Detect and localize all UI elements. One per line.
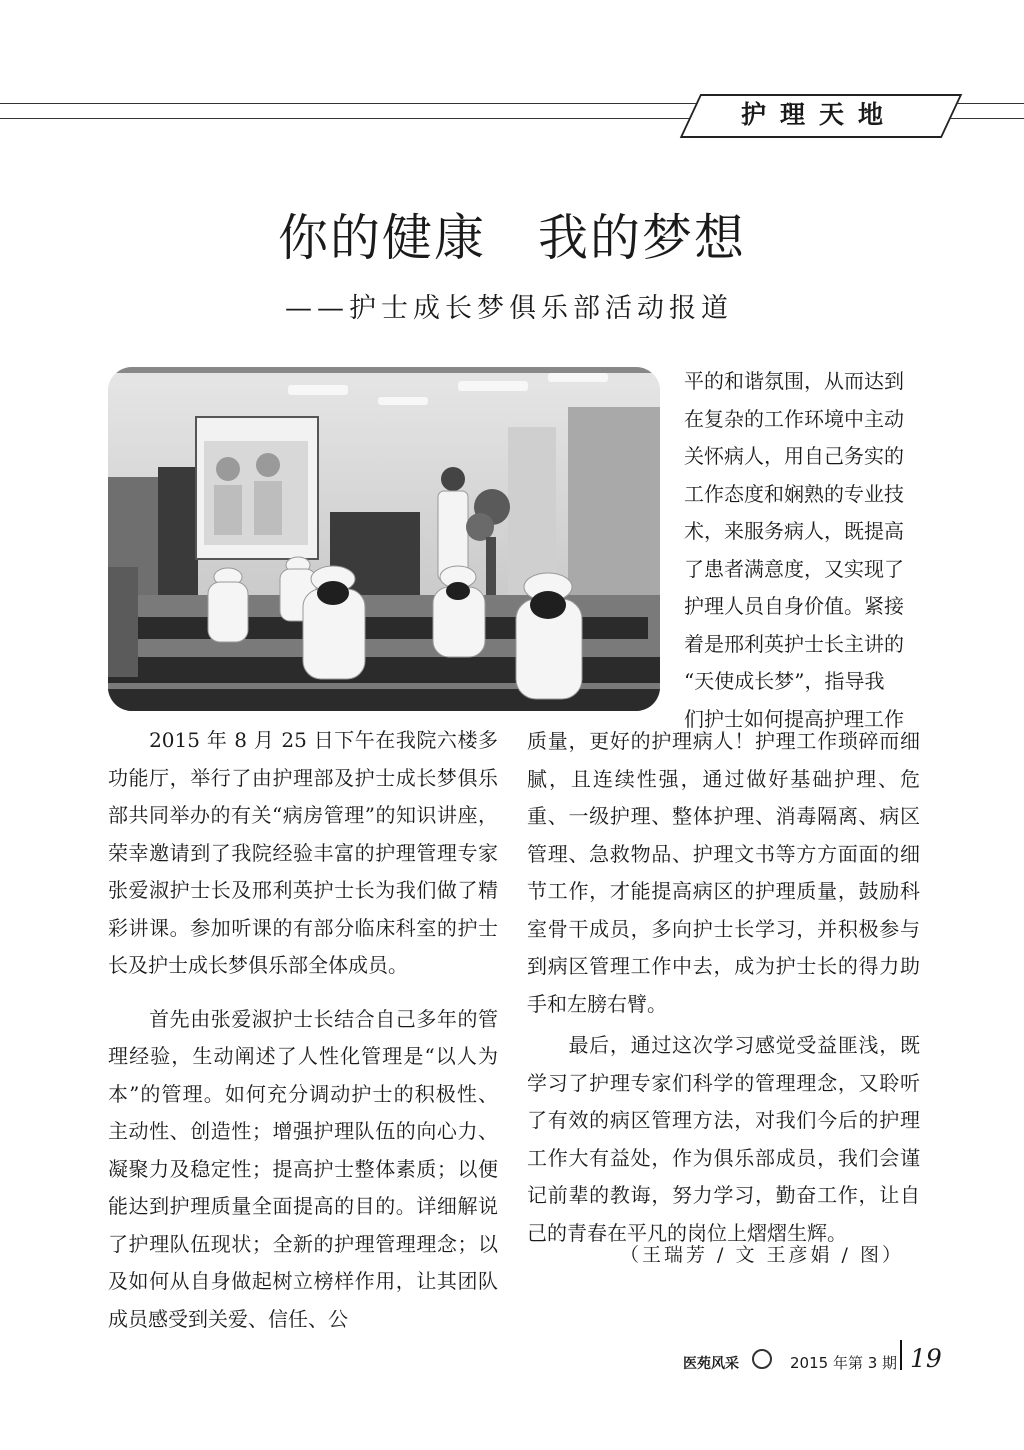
text-line: 着是邢利英护士长主讲的 (684, 631, 904, 656)
lecture-photo (108, 367, 660, 711)
right-top-column (684, 363, 920, 738)
issue-label: 2015 年第 3 期 (790, 1354, 898, 1372)
text-line: 关怀病人，用自己务实的 (684, 444, 904, 468)
paragraph: 最后，通过这次学习感觉受益匪浅，既学习了护理专家们科学的管理理念，又聆听了有效的病区管理方法，对我们今后的护理工作大有益处，作为俱乐部成员，我们会谨记前辈的教诲，努力学习，勤奋工作，让自己的青春在平凡的岗位上熠熠生辉。 (527, 1033, 920, 1245)
section-title: 护理天地 (740, 100, 897, 129)
text-line: 在复杂的工作环境中主动 (684, 406, 904, 431)
article-credit: （王瑞芳 / 文 王彦娟 / 图） (620, 1244, 905, 1266)
text-line: “天使成长梦”，指导我 (684, 669, 885, 693)
footer-divider (900, 1340, 902, 1370)
paragraph: 质量，更好的护理病人！护理工作琐碎而细腻，且连续性强，通过做好基础护理、危重、一级护理、整体护理、消毒隔离、病区管理、急救物品、护理文书等方方面面的细节工作，才能提高病区的护理质量，鼓励科室骨干成员，多向护士长学习，并积极参与到病区管理工作中去，成为护士长的得力助手和左膀右臂。 (527, 729, 920, 1016)
text-line: 了患者满意度，又实现了 (684, 556, 904, 581)
article-subtitle: ——护士成长梦俱乐部活动报道 (285, 293, 733, 324)
magazine-name: 医苑风采 (683, 1356, 739, 1372)
text-line: 护理人员自身价值。紧接 (684, 594, 904, 618)
text-line: 平的和谐氛围，从而达到 (684, 369, 904, 393)
paragraph: 首先由张爱淑护士长结合自己多年的管理经验，生动阐述了人性化管理是“以人为本”的管理。如何充分调动护士的积极性、主动性、创造性；增强护理队伍的向心力、凝聚力及稳定性；提高护士整体素质；以便能达到护理质量全面提高的目的。详细解说了护理队伍现状；全新的护理管理理念；以及如何从自身做起树立榜样作用，让其团队成员感受到关爱、信任、公 (108, 1006, 498, 1331)
text-line: 术，来服务病人，既提高 (684, 519, 904, 543)
page-number: 19 (910, 1344, 942, 1373)
left-column (108, 722, 498, 1338)
text-line: 们护士如何提高护理工作 (684, 706, 904, 731)
paragraph: 2015 年 8 月 25 日下午在我院六楼多功能厅，举行了由护理部及护士成长梦俱乐部共同举办的有关“病房管理”的知识讲座，荣幸邀请到了我院经验丰富的护理管理专家张爱淑护士长及邢利英护士长为我们做了精彩讲课。参加听课的有部分临床科室的护士长及护士成长梦俱乐部全体成员。 (108, 728, 498, 977)
magazine-logo-icon (752, 1349, 772, 1369)
article-title: 你的健康 我的梦想 (278, 209, 746, 267)
right-column (527, 723, 920, 1252)
text-line: 工作态度和娴熟的专业技 (684, 481, 904, 506)
